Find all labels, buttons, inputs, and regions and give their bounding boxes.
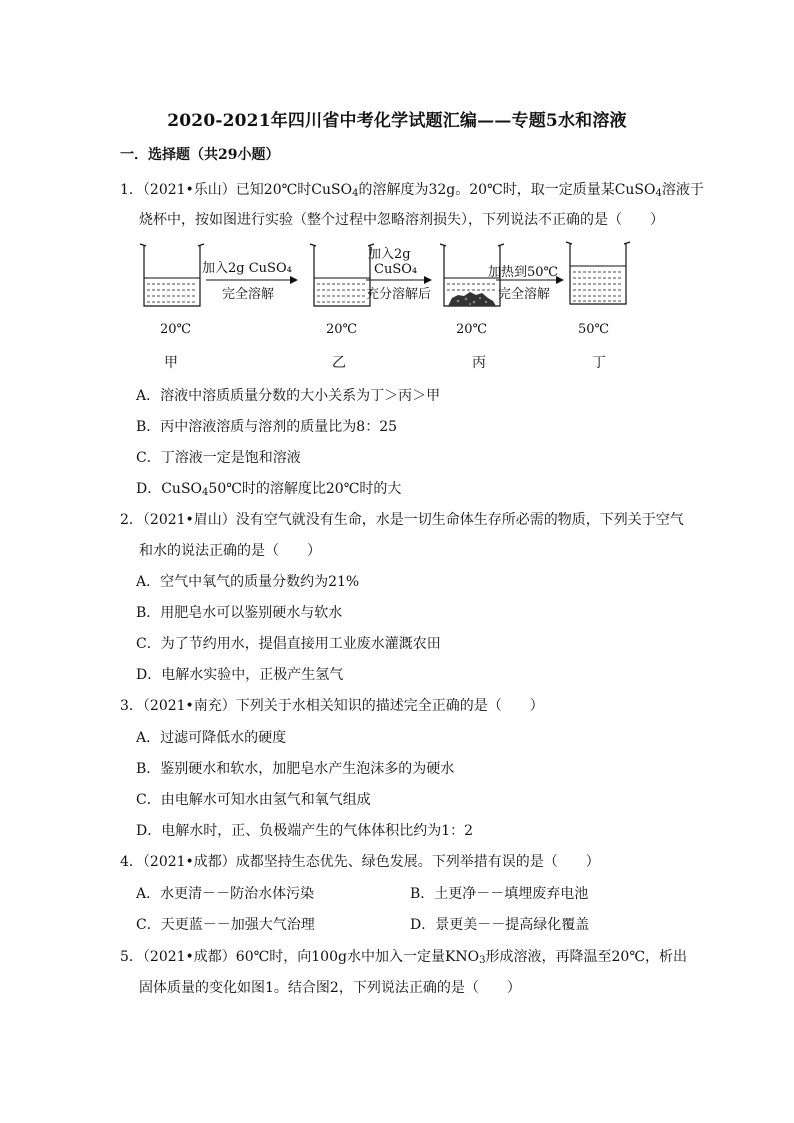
q1-d-text-b: 50℃时的溶解度比20℃时的大 [208, 481, 402, 497]
q5-stem-line1 [120, 946, 687, 966]
q1-text-c: 溶液于 [661, 182, 704, 198]
q5-sub: 3 [479, 955, 486, 966]
q4-option-c: C．天更蓝－－加强大气治理 [136, 917, 315, 933]
q1-d-text-a: D．CuSO [136, 481, 203, 497]
arrow3-top-label: 加热到50℃ [488, 265, 559, 280]
beaker-yi [310, 244, 374, 306]
q1-sub-b: 4 [655, 188, 662, 199]
name-ding: 丁 [592, 355, 606, 371]
q5-stem-line2: 固体质量的变化如图1。结合图2，下列说法正确的是（ ） [139, 980, 521, 996]
q1-stem-line1 [120, 179, 704, 199]
q1-text-a: 1．（2021•乐山）已知20℃时CuSO [120, 182, 353, 198]
q2-stem-line2: 和水的说法正确的是（ ） [139, 543, 321, 559]
temp-yi: 20℃ [326, 322, 358, 337]
beaker-ding [566, 242, 630, 304]
q3-option-c: C．由电解水可知水由氢气和氧气组成 [136, 792, 371, 808]
q5-text-b: 形成溶液，再降温至20℃，析出 [485, 949, 687, 965]
q1-text-b: 的溶解度为32g。20℃时，取一定质量某CuSO [358, 182, 656, 198]
name-bing: 丙 [472, 355, 486, 371]
arrow2-top-label-1: 加入2g [368, 247, 411, 262]
q3-stem-line1: 3．（2021•南充）下列关于水相关知识的描述完全正确的是（ ） [120, 698, 544, 714]
q4-stem-line1: 4．（2021•成都）成都坚持生态优先、绿色发展。下列举措有误的是（ ） [120, 854, 600, 870]
arrow1-bottom-label: 完全溶解 [222, 287, 275, 302]
q2-option-b: B．用肥皂水可以鉴别硬水与软水 [136, 605, 343, 621]
arrow2-top-label-2: CuSO₄ [374, 262, 418, 277]
temp-jia: 20℃ [160, 322, 192, 337]
name-jia: 甲 [164, 355, 178, 371]
temp-ding: 50℃ [578, 322, 610, 337]
arrow2-bottom-label: 充分溶解后 [366, 287, 432, 302]
temp-bing: 20℃ [456, 322, 488, 337]
q1-option-d [136, 478, 401, 498]
arrow1-top-label: 加入2g CuSO₄ [202, 261, 292, 276]
q5-text-a: 5．（2021•成都）60℃时，向100g水中加入一定量KNO [120, 949, 480, 965]
q2-option-a: A．空气中氧气的质量分数约为21% [136, 574, 360, 590]
q1-beaker-diagram [130, 238, 650, 378]
q2-option-c: C．为了节约用水，提倡直接用工业废水灌溉农田 [136, 636, 441, 652]
q4-option-d: D．景更美－－提高绿化覆盖 [410, 917, 590, 933]
q2-option-d: D．电解水实验中，正极产生氢气 [136, 667, 344, 683]
q2-stem-line1: 2．（2021•眉山）没有空气就没有生命，水是一切生命体生存所必需的物质，下列关于空气 [120, 512, 684, 528]
beaker-jia [140, 244, 204, 306]
name-yi: 乙 [332, 355, 346, 371]
q3-option-d: D．电解水时，正、负极端产生的气体体积比约为1：2 [136, 823, 474, 839]
q1-d-sub: 4 [202, 487, 209, 498]
q1-option-c: C．丁溶液一定是饱和溶液 [136, 450, 301, 466]
section-heading: 一．选择题（共29小题） [120, 147, 280, 163]
page-title: 2020-2021年四川省中考化学试题汇编——专题5水和溶液 [167, 111, 627, 131]
q3-option-b: B．鉴别硬水和软水，加肥皂水产生泡沫多的为硬水 [136, 761, 455, 777]
q3-option-a: A．过滤可降低水的硬度 [136, 730, 287, 746]
arrow3-bottom-label: 完全溶解 [498, 287, 551, 302]
q4-option-a: A．水更清－－防治水体污染 [136, 886, 315, 902]
q4-option-b: B．土更净－－填埋废弃电池 [410, 886, 589, 902]
q1-option-b: B．丙中溶液溶质与溶剂的质量比为8：25 [136, 419, 398, 435]
q1-sub-a: 4 [352, 188, 359, 199]
q1-stem-line2: 烧杯中，按如图进行实验（整个过程中忽略溶剂损失），下列说法不正确的是（ ） [139, 212, 664, 228]
q1-option-a: A．溶液中溶质质量分数的大小关系为丁＞丙＞甲 [136, 388, 441, 404]
